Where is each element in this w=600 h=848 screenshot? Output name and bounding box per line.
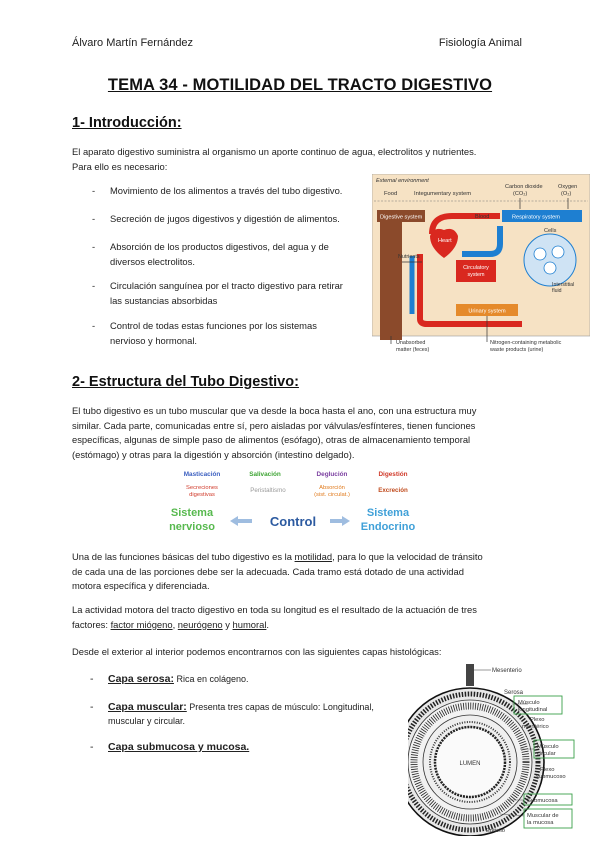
document-title: TEMA 34 - MOTILIDAD DEL TRACTO DIGESTIVO	[107, 76, 493, 94]
muscular-mucosa-label: Muscular de	[527, 813, 559, 819]
label-excrecion: Excreción	[378, 487, 408, 494]
text-line: específicas, algunas de simple paso de alimentos (esófago), otras de almacenamiento temporal	[72, 434, 471, 445]
motilidad-term: motilidad	[294, 551, 333, 562]
blood-label: Blood	[475, 214, 490, 220]
o2-formula: (O₂)	[561, 191, 572, 197]
co2-formula: (CO₂)	[513, 191, 528, 197]
label-deglucion: Deglución	[316, 471, 348, 478]
cell	[534, 248, 546, 260]
plexo-submucoso-label: Plexo	[540, 767, 555, 773]
submucosa-label: Submucosa	[527, 798, 558, 804]
control-systems-diagram	[160, 466, 430, 538]
urinary-system-label: Urinary system	[468, 308, 506, 315]
musculo-circular-label: circular	[537, 751, 556, 757]
muscular-mucosa-label: la mucosa	[527, 820, 554, 826]
left-arrow	[230, 516, 252, 526]
label-secreciones: digestivas	[189, 492, 215, 498]
mesenterio-label: Mesenterio	[492, 668, 522, 674]
circulatory-label: Circulatory	[463, 265, 489, 271]
text-line: similar. Cada parte, comunicadas entre sí, pero aisladas por válvulas/esfínteres, tienen funciones	[72, 419, 476, 431]
integumentary-label: Integumentary system	[414, 191, 472, 197]
mesentery-shape	[466, 664, 474, 686]
section-2-heading: 2- Estructura del Tubo Digestivo:	[72, 374, 299, 390]
text-line: (estómago) y otras para la digestión y absorción (intestino delgado).	[72, 448, 355, 460]
text-line: El tubo digestivo es un tubo muscular que va desde la boca hasta el ano, con una estructura muy	[72, 405, 477, 416]
section-2-paragraph-2: Una de las funciones básicas del tubo digestivo es la motilidad, para lo que la velocidad de tránsito de cada una de las porciones debe ser la adecuada. Cada tramo está dotado de una actividad motora específica y diferenciada.	[72, 550, 542, 594]
circulatory-label: system	[467, 272, 485, 278]
musculo-circular-label: Músculo	[537, 744, 559, 750]
body-systems-diagram	[372, 174, 590, 358]
serosa-label: Serosa	[504, 690, 524, 696]
label-sistema-nervioso: nervioso	[169, 521, 215, 533]
layer-serosa: - Capa serosa: Rica en colágeno.	[90, 673, 249, 685]
label-absorcion: (sist. circulat.)	[314, 492, 350, 498]
musculo-longitudinal-label: longitudinal	[518, 707, 548, 713]
unabsorbed-label: Unabsorbed	[396, 340, 426, 346]
factor-miogeno: factor miógeno	[110, 618, 173, 630]
label-masticacion: Masticación	[183, 471, 221, 478]
respiratory-system-label: Respiratory system	[512, 214, 560, 221]
epitelio-label: Epitelio	[486, 828, 506, 834]
interstitial-label: Interstitial	[552, 282, 575, 288]
label-salivacion: Salivación	[249, 471, 281, 478]
plexo-mienterico-label: Plexo	[530, 717, 545, 723]
plexo-submucoso-label: submucoso	[536, 774, 566, 780]
label-control: Control	[269, 514, 317, 529]
label-sistema-endocrino: Sistema	[366, 507, 410, 519]
cell	[552, 246, 564, 258]
cells-label: Cells	[544, 228, 557, 234]
nutrients-label: Nutrients	[398, 254, 420, 260]
bullet-item: - Control de todas estas funciones por los sistemas nervioso y hormonal.	[92, 320, 317, 346]
right-arrow	[330, 516, 350, 526]
intro-line: Para ello es necesario:	[72, 160, 168, 172]
text-line: motora específica y diferenciada.	[72, 580, 210, 591]
factor-neurogeno: neurógeno	[177, 618, 223, 630]
oxygen-label: Oxygen	[558, 184, 578, 190]
digestive-tube-cross-section	[408, 664, 584, 836]
food-label: Food	[384, 191, 398, 197]
cells-group	[524, 234, 576, 286]
nitrogen-label: waste products (urine)	[490, 347, 544, 353]
section-1-intro	[72, 145, 532, 174]
label-sistema-nervioso: Sistema	[170, 507, 214, 519]
text-line: de cada una de las porciones debe ser la adecuada. Cada tramo está dotado de una actividad	[72, 565, 464, 577]
co2-label: Carbon dioxide	[505, 184, 543, 190]
external-environment-label: External environment	[376, 178, 429, 184]
author-name: Álvaro Martín Fernández	[72, 37, 194, 49]
digestive-system-label: Digestive system	[380, 214, 423, 221]
musculo-longitudinal-label: Músculo	[518, 700, 540, 706]
intro-line: El aparato digestivo suministra al organismo un aporte continuo de agua, electrolitos y nutrientes.	[72, 146, 477, 157]
section-2-paragraph-4: Desde el exterior al interior podemos encontrarnos con las siguientes capas histológicas:	[72, 646, 442, 657]
bullet-item: - Movimiento de los alimentos a través del tubo digestivo.	[92, 185, 343, 196]
cell	[544, 262, 556, 274]
nitrogen-label: Nitrogen-containing metabolic	[490, 340, 562, 346]
unabsorbed-label: matter (feces)	[396, 347, 430, 353]
heart-label: Heart	[438, 238, 452, 244]
label-absorcion: Absorción	[319, 485, 345, 491]
section-2-paragraph-1	[72, 404, 542, 462]
label-digestion: Digestión	[378, 471, 408, 478]
label-sistema-endocrino: Endocrino	[360, 521, 416, 533]
digestive-tube	[380, 210, 402, 340]
label-secreciones: Secreciones	[186, 485, 218, 491]
layer-muscular: - Capa muscular: Presenta tres capas de músculo: Longitudinal, muscular y circular.	[90, 701, 374, 726]
factor-humoral: humoral	[232, 618, 267, 630]
interstitial-label: fluid	[552, 288, 562, 294]
section-2-paragraph-3: La actividad motora del tracto digestivo en toda su longitud es el resultado de la actuación de tres factores: factor miógeno, neurógeno y humoral.	[72, 603, 542, 632]
layer-submucosa: - Capa submucosa y mucosa.	[90, 741, 250, 753]
label-peristaltismo: Peristaltismo	[250, 487, 286, 494]
bullet-item: - Secreción de jugos digestivos y digestión de alimentos.	[92, 213, 340, 224]
text-line: La actividad motora del tracto digestivo en toda su longitud es el resultado de la actuación de tres	[72, 604, 477, 615]
plexo-mienterico-label: mientérico	[522, 724, 549, 730]
circulatory-system-box	[456, 260, 496, 282]
subject-name: Fisiología Animal	[438, 37, 522, 49]
bullet-item: - Circulación sanguínea por el tracto digestivo para retirar las sustancias absorbidas	[92, 280, 343, 306]
lumen-label: LUMEN	[459, 761, 481, 767]
bullet-item: - Absorción de los productos digestivos, del agua y de diversos electrolitos.	[92, 241, 329, 267]
section-1-heading: 1- Introducción:	[72, 115, 182, 131]
